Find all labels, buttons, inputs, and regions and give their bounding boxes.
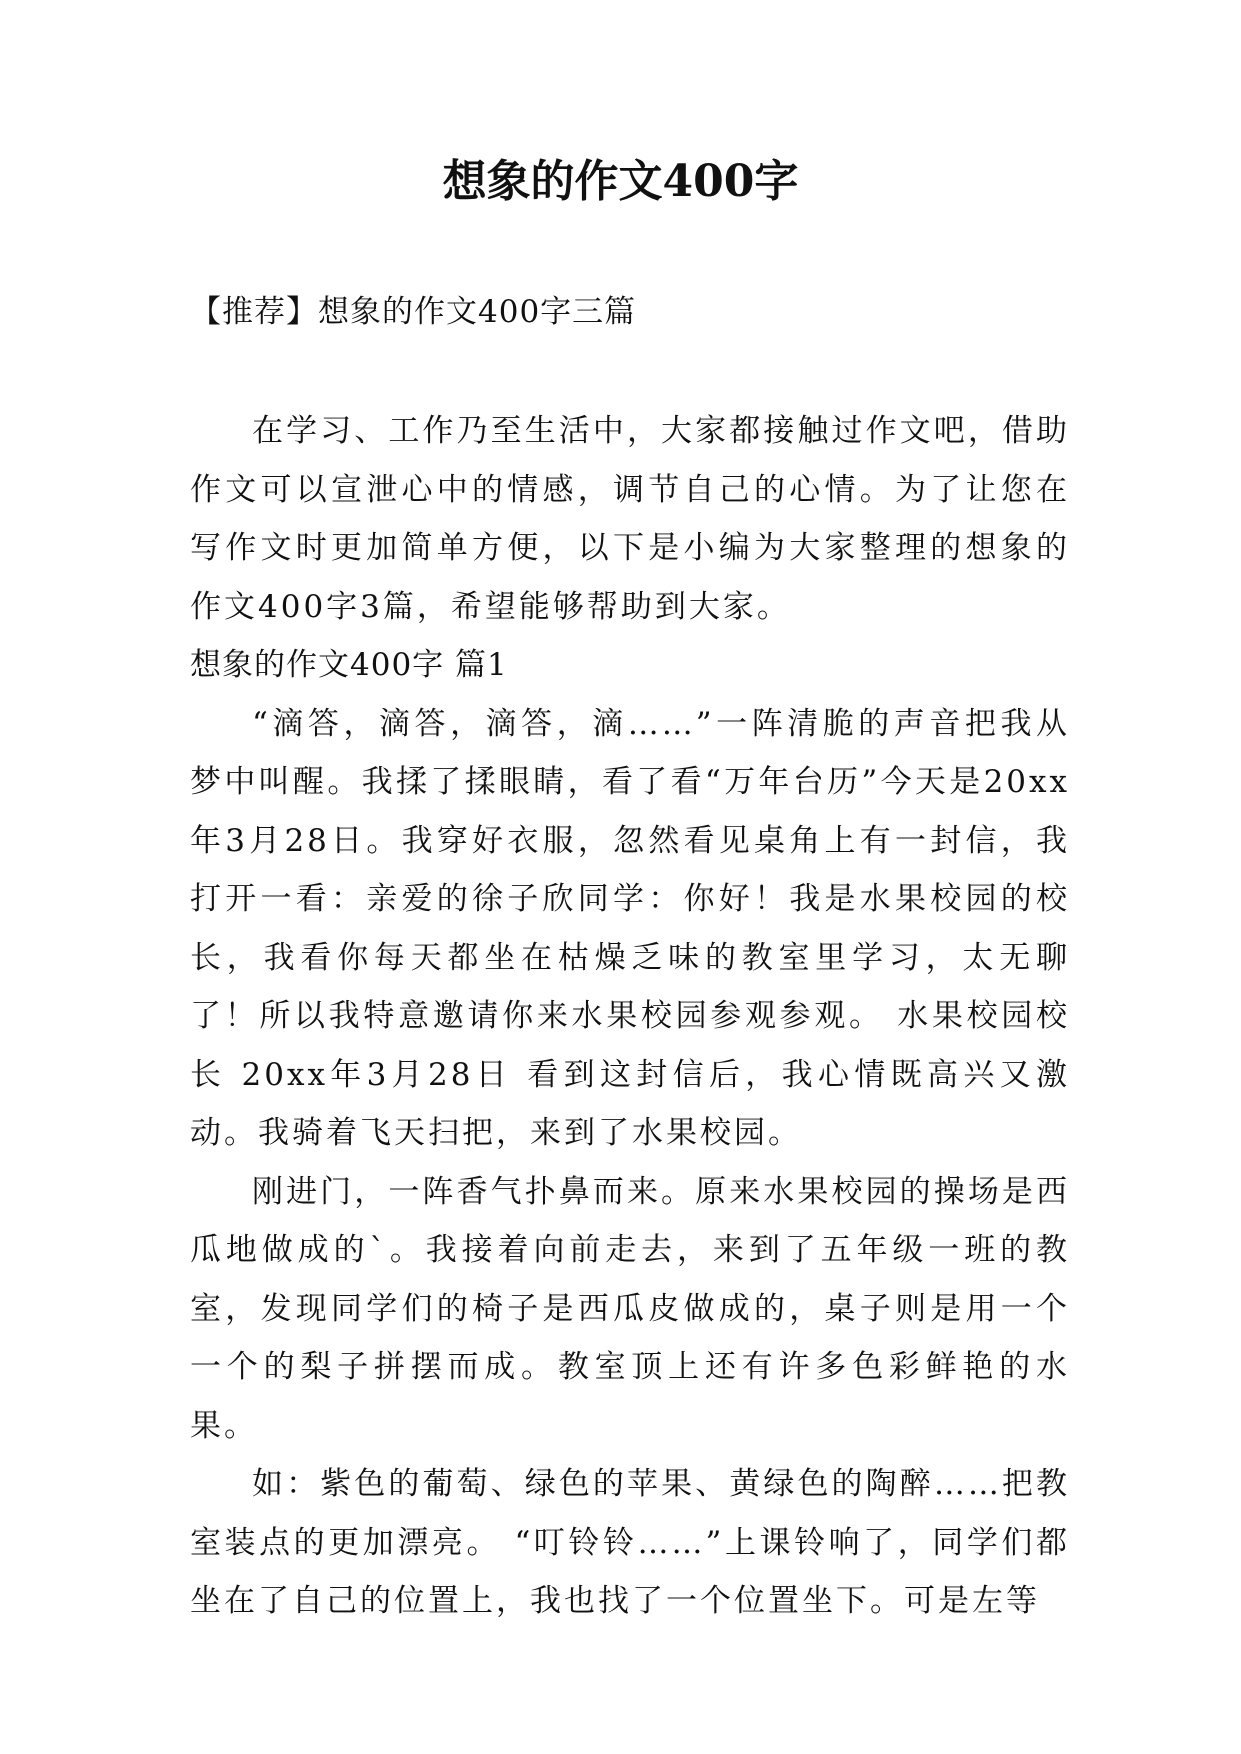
document-subtitle: 【推荐】想象的作文400字三篇 bbox=[190, 294, 637, 330]
document-body bbox=[190, 402, 1070, 1631]
section-heading: 想象的作文400字 篇1 bbox=[190, 647, 508, 683]
body-paragraph: 如：紫色的葡萄、绿色的苹果、黄绿色的陶醉……把教室装点的更加漂亮。 “叮铃铃……”上课铃响了，同学们都坐在了自己的位置上，我也找了一个位置坐下。可是左等 bbox=[190, 1466, 1070, 1619]
intro-paragraph: 在学习、工作乃至生活中，大家都接触过作文吧，借助作文可以宣泄心中的情感，调节自己的心情。为了让您在写作文时更加简单方便，以下是小编为大家整理的想象的作文400字3篇，希望能够帮助到大家。 bbox=[190, 413, 1070, 625]
body-paragraph: “滴答，滴答，滴答，滴……”一阵清脆的声音把我从梦中叫醒。我揉了揉眼睛，看了看“万年台历”今天是20xx年3月28日。我穿好衣服，忽然看见桌角上有一封信，我打开一看：亲爱的徐子欣同学：你好！我是水果校园的校长，我看你每天都坐在枯燥乏味的教室里学习，太无聊了！所以我特意邀请你来水果校园参观参观。 水果校园校长 20xx年3月28日 看到这封信后，我心情既高兴又激动。我骑着飞天扫把，来到了水果校园。 bbox=[190, 705, 1070, 1151]
body-paragraph: 刚进门，一阵香气扑鼻而来。原来水果校园的操场是西瓜地做成的`。我接着向前走去，来到了五年级一班的教室，发现同学们的椅子是西瓜皮做成的，桌子则是用一个一个的梨子拼摆而成。教室顶上还有许多色彩鲜艳的水果。 bbox=[190, 1173, 1070, 1444]
document-title: 想象的作文400字 bbox=[442, 156, 799, 207]
